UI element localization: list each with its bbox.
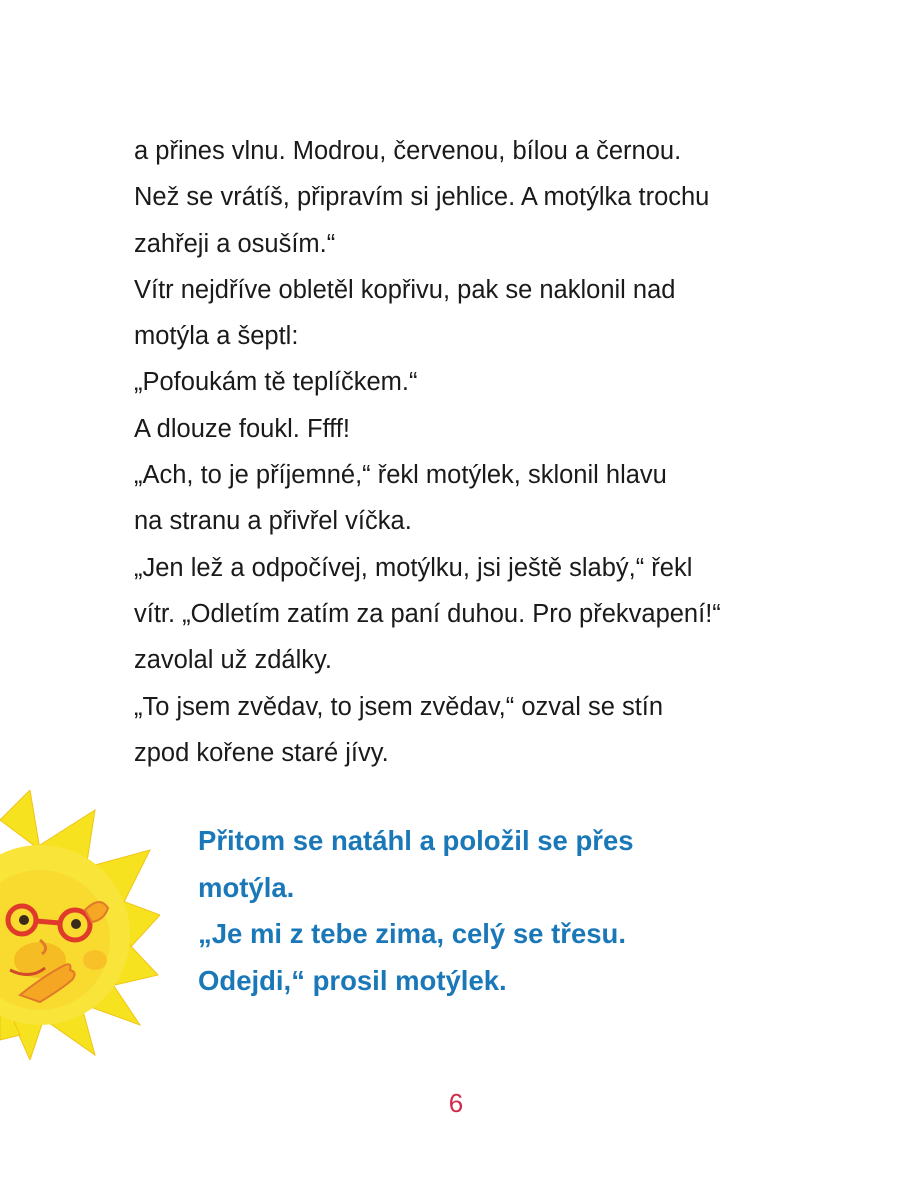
story-line: Vítr nejdříve obletěl kopřivu, pak se naklonil nad — [134, 275, 676, 304]
story-line: a přines vlnu. Modrou, červenou, bílou a černou. — [134, 137, 682, 165]
story-line: „Pofoukám tě teplíčkem.“ — [134, 368, 418, 397]
story-text — [134, 128, 834, 776]
story-line: „Ach, to je příjemné,“ řekl motýlek, sklonil hlavu — [134, 461, 667, 490]
highlight-line: motýla. — [198, 871, 295, 903]
story-line: „To jsem zvědav, to jsem zvědav,“ ozval se stín — [134, 692, 664, 721]
sun-with-glasses-icon — [0, 790, 160, 1060]
story-line: na stranu a přivřel víčka. — [134, 507, 412, 536]
highlight-line: „Je mi z tebe zima, celý se třesu. — [198, 918, 626, 949]
story-line: zpod kořene staré jívy. — [134, 738, 389, 767]
highlight-line: Odejdi,“ prosil motýlek. — [198, 964, 507, 996]
story-line: A dlouze foukl. Ffff! — [134, 414, 350, 443]
story-line: zahřeji a osuším.“ — [134, 229, 336, 258]
story-line: zavolal už zdálky. — [134, 646, 332, 675]
story-line: Než se vrátíš, připravím si jehlice. A motýlka trochu — [134, 183, 710, 212]
story-line: „Jen lež a odpočívej, motýlku, jsi ještě slabý,“ řekl — [134, 553, 693, 582]
page-number: 6 — [448, 1088, 464, 1118]
highlight-line: Přitom se natáhl a položil se přes — [198, 825, 634, 856]
story-line: motýla a šeptl: — [134, 322, 299, 351]
highlighted-passage — [198, 818, 634, 1004]
story-line: vítr. „Odletím zatím za paní duhou. Pro překvapení!“ — [134, 599, 721, 628]
